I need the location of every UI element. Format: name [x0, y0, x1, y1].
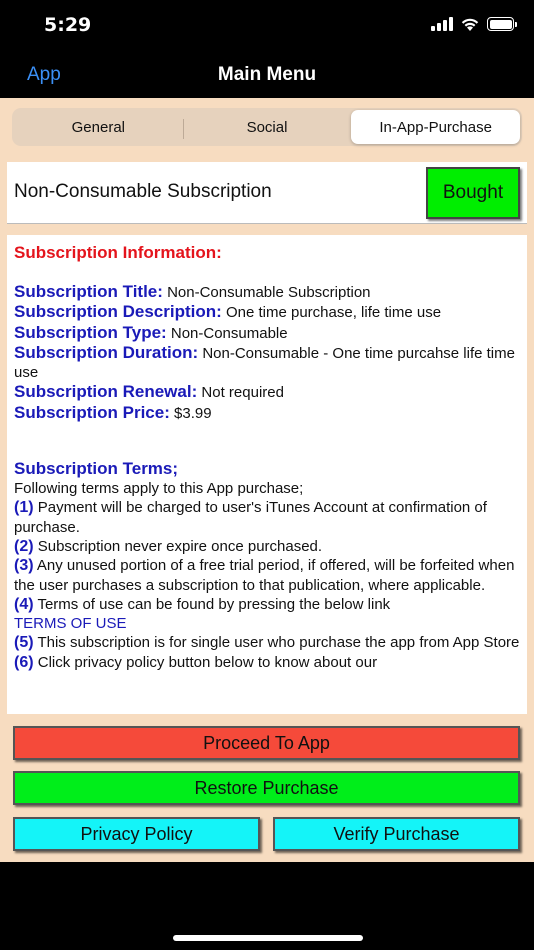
terms-item-text: This subscription is for single user who purchase the app from App Store	[33, 634, 520, 652]
terms-heading: Subscription Terms;	[14, 459, 179, 479]
terms-item-number: (1)	[14, 499, 34, 517]
terms-item-number: (4)	[14, 595, 34, 613]
home-indicator[interactable]	[173, 935, 363, 941]
terms-item	[14, 498, 520, 537]
verify-purchase-button[interactable]: Verify Purchase	[273, 817, 520, 851]
status-icons	[431, 16, 514, 32]
info-type-line	[14, 323, 520, 343]
signal-icon	[431, 17, 453, 31]
product-name: Non-Consumable Subscription	[14, 181, 272, 202]
info-price-line	[14, 403, 520, 423]
tab-social[interactable]: Social	[183, 110, 352, 144]
terms-item-number: (6)	[14, 653, 34, 671]
terms-of-use-link[interactable]: TERMS OF USE	[14, 615, 127, 633]
proceed-to-app-button[interactable]: Proceed To App	[13, 726, 520, 760]
terms-item-text: Click privacy policy button below to know about our	[33, 653, 378, 671]
info-renewal-line	[14, 382, 520, 402]
privacy-policy-button[interactable]: Privacy Policy	[13, 817, 260, 851]
subscription-info-panel[interactable]	[7, 235, 527, 714]
restore-purchase-button[interactable]: Restore Purchase	[13, 771, 520, 805]
info-duration-line	[14, 343, 520, 383]
info-title-line	[14, 282, 520, 302]
info-price-value: $3.99	[169, 404, 212, 422]
back-button[interactable]: App	[27, 64, 61, 85]
terms-item-number: (2)	[14, 537, 34, 555]
info-price-label: Subscription Price:	[14, 402, 170, 422]
wifi-icon	[460, 16, 480, 32]
terms-item	[14, 595, 520, 614]
terms-item-number: (3)	[14, 557, 34, 575]
info-title-label: Subscription Title:	[14, 282, 163, 301]
info-description-value: One time purchase, life time use	[221, 304, 442, 322]
info-title-value: Non-Consumable Subscription	[162, 284, 371, 301]
terms-item	[14, 653, 520, 672]
terms-item	[14, 537, 520, 556]
info-renewal-label: Subscription Renewal:	[14, 382, 198, 402]
segmented-control	[12, 108, 522, 146]
status-bar	[0, 0, 534, 50]
info-heading: Subscription Information:	[14, 243, 222, 262]
info-duration-value: Non-Consumable - One time purcahse life time use	[14, 344, 515, 382]
terms-item-text: Terms of use can be found by pressing the below link	[33, 595, 391, 613]
navigation-bar	[0, 50, 534, 98]
terms-item-text: Any unused portion of a free trial period, if offered, will be forfeited when the user purchases a subscription to that publication, where applicable.	[14, 557, 515, 594]
info-description-line	[14, 302, 520, 322]
terms-intro: Following terms apply to this App purchase;	[14, 480, 304, 498]
terms-item	[14, 556, 520, 595]
info-duration-label: Subscription Duration:	[14, 342, 199, 362]
page-title: Main Menu	[217, 64, 317, 85]
info-type-value: Non-Consumable	[166, 324, 288, 342]
status-time: 5:29	[44, 14, 92, 36]
info-description-label: Subscription Description:	[14, 302, 222, 322]
tab-in-app-purchase[interactable]: In-App-Purchase	[351, 110, 520, 144]
info-renewal-value: Not required	[197, 384, 284, 402]
tab-general[interactable]: General	[71, 118, 126, 136]
terms-item	[14, 633, 520, 652]
main-content	[0, 98, 534, 862]
bought-button[interactable]: Bought	[426, 167, 520, 219]
terms-item-text: Subscription never expire once purchased.	[33, 537, 323, 555]
terms-item-text: Payment will be charged to user's iTunes Account at confirmation of purchase.	[14, 499, 487, 536]
info-type-label: Subscription Type:	[14, 322, 167, 342]
battery-icon	[487, 17, 514, 31]
terms-item-number: (5)	[14, 634, 34, 652]
product-row	[7, 162, 527, 224]
